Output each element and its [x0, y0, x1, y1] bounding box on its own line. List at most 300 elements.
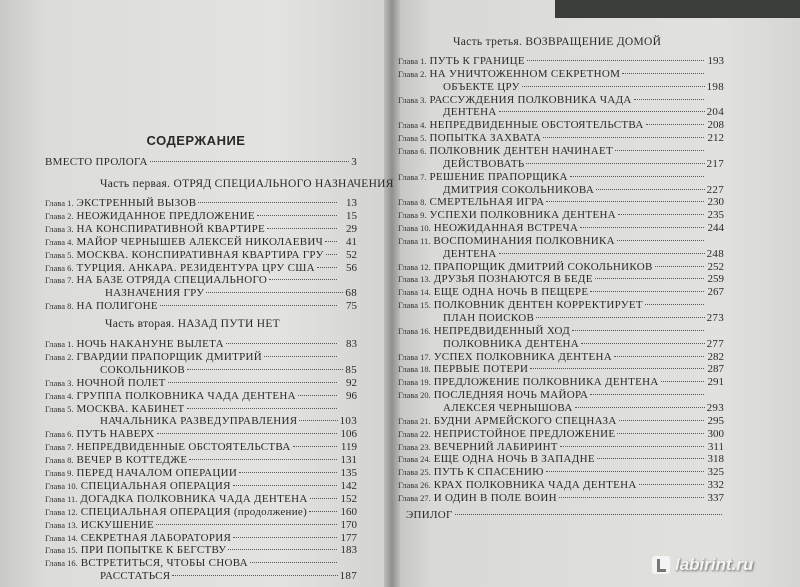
page-number: 83: [346, 338, 357, 350]
chapter-label: Глава 9.: [45, 468, 74, 478]
toc-entry-continuation: [100, 415, 357, 427]
chapter-label: Глава 3.: [45, 223, 74, 234]
toc-entry: [45, 351, 357, 363]
chapter-label: Глава 5.: [45, 249, 74, 260]
leader-dots: [596, 189, 704, 190]
leader-dots: [646, 124, 704, 125]
toc-entry: [398, 286, 724, 298]
chapter-label: Глава 6.: [45, 429, 74, 440]
leader-dots: [168, 382, 337, 383]
chapter-label: Глава 9.: [398, 210, 427, 221]
chapter-title: ЭКСТРЕННЫЙ ВЫЗОВ: [76, 197, 197, 209]
leader-dots: [615, 150, 704, 151]
page-number: 52: [346, 248, 357, 261]
chapter-title: ИСКУШЕНИЕ: [80, 518, 155, 531]
toc-entry-continuation: [443, 338, 724, 350]
leader-dots: [156, 524, 337, 525]
toc-entry: [398, 351, 724, 363]
chapter-label: Глава 12.: [398, 261, 431, 272]
page-number: 85: [345, 363, 357, 376]
chapter-title: НЕПРЕДВИДЕННЫЙ ХОД: [433, 324, 571, 337]
toc-entry: [398, 222, 724, 234]
page-number: 103: [339, 415, 357, 428]
page-number: 293: [706, 401, 724, 414]
leader-dots: [536, 317, 704, 318]
chapter-title: ПРЕДЛОЖЕНИЕ ПОЛКОВНИКА ДЕНТЕНА: [433, 376, 659, 389]
leader-dots: [226, 343, 337, 344]
leader-dots: [526, 163, 704, 164]
chapter-title: ДЕНТЕНА: [443, 247, 497, 260]
chapter-label: Глава 8.: [45, 301, 74, 312]
chapter-title: НОЧНОЙ ПОЛЕТ: [76, 376, 166, 389]
page-number: 92: [346, 376, 357, 389]
leader-dots: [233, 485, 337, 486]
contents-heading: СОДЕРЖАНИЕ: [146, 133, 246, 148]
toc-entry: [398, 376, 724, 388]
leader-dots: [187, 369, 343, 370]
leader-dots: [597, 458, 704, 459]
chapter-label: Глава 1.: [45, 198, 74, 208]
part-title: Часть вторая. НАЗАД ПУТИ НЕТ: [105, 318, 281, 330]
leader-dots: [655, 266, 704, 267]
leader-dots: [326, 254, 337, 255]
page-number: 204: [706, 106, 724, 119]
page-number: 212: [707, 132, 724, 145]
toc-entry: [398, 415, 724, 427]
chapter-title: ДМИТРИЯ СОКОЛЬНИКОВА: [443, 183, 595, 196]
chapter-label: Глава 5.: [398, 133, 427, 144]
leader-dots: [189, 459, 337, 460]
part-heading: [453, 36, 661, 48]
toc-entry: [45, 197, 357, 209]
toc-entry: [45, 506, 357, 518]
toc-entry: [398, 171, 724, 183]
labirint-logo-icon: [652, 556, 670, 574]
page-number: 170: [340, 518, 357, 531]
chapter-label: Глава 16.: [45, 558, 78, 569]
page-number: 291: [707, 376, 724, 389]
leader-dots: [590, 394, 704, 395]
toc-entry: [45, 377, 357, 389]
toc-entry-continuation: [443, 402, 724, 414]
chapter-label: Глава 7.: [45, 442, 74, 453]
toc-entry: [45, 557, 357, 569]
page-number: 337: [707, 491, 724, 504]
part-title: Часть третья. ВОЗВРАЩЕНИЕ ДОМОЙ: [453, 36, 662, 48]
toc-entry: [398, 479, 724, 491]
chapter-label: Глава 7.: [398, 171, 427, 182]
chapter-label: Глава 27.: [398, 492, 431, 503]
chapter-label: Глава 26.: [398, 480, 431, 491]
chapter-title: МОСКВА. КОНСПИРАТИВНАЯ КВАРТИРА ГРУ: [76, 248, 324, 261]
toc-entry: [45, 532, 357, 544]
leader-dots: [619, 420, 704, 421]
chapter-label: Глава 12.: [45, 506, 78, 517]
leader-dots: [639, 484, 704, 485]
leader-dots: [570, 176, 704, 177]
leader-dots: [499, 111, 705, 112]
toc-entry-continuation: [406, 509, 724, 521]
leader-dots: [559, 497, 704, 498]
toc-entry: [45, 249, 357, 261]
leader-dots: [455, 514, 722, 515]
page-number: 227: [706, 183, 724, 196]
chapter-title: СЕКРЕТНАЯ ЛАБОРАТОРИЯ: [80, 531, 232, 544]
page-number: 41: [346, 235, 357, 248]
chapter-title: СОКОЛЬНИКОВ: [100, 363, 186, 376]
chapter-label: Глава 2.: [45, 210, 74, 221]
page-number: 152: [340, 492, 357, 505]
chapter-title: НА КОНСПИРАТИВНОЙ КВАРТИРЕ: [76, 222, 266, 235]
watermark-text: labirint.ru: [675, 555, 754, 574]
toc-entry: [398, 363, 724, 375]
toc-entry: [45, 390, 357, 402]
leader-dots: [325, 241, 337, 242]
chapter-label: Глава 3.: [45, 377, 74, 388]
chapter-title: ПРИ ПОПЫТКЕ К БЕГСТВУ: [80, 544, 227, 557]
page-number: 68: [345, 287, 357, 300]
page-number: 332: [707, 479, 724, 492]
chapter-title: ПОПЫТКА ЗАХВАТА: [429, 132, 542, 145]
chapter-title: РАССТАТЬСЯ: [100, 570, 171, 583]
chapter-label: Глава 25.: [398, 467, 431, 478]
toc-entry: [398, 55, 724, 67]
chapter-title: ВЕЧЕР В КОТТЕДЖЕ: [76, 454, 188, 467]
leader-dots: [198, 202, 337, 203]
toc-entry-continuation: [443, 184, 724, 196]
chapter-label: Глава 16.: [398, 325, 431, 336]
chapter-title: ЭПИЛОГ: [406, 508, 453, 521]
toc-entry: [398, 273, 724, 285]
page-number: 56: [346, 261, 357, 274]
toc-entry: [398, 196, 724, 208]
page-number: 177: [340, 531, 357, 544]
chapter-label: Глава 14.: [45, 532, 78, 543]
page-number: 160: [340, 505, 357, 518]
chapter-title: ПЕРВЫЕ ПОТЕРИ: [433, 363, 529, 376]
leader-dots: [590, 291, 704, 292]
chapter-title: НА ПОЛИГОНЕ: [76, 300, 158, 313]
leader-dots: [317, 267, 337, 268]
leader-dots: [150, 161, 349, 162]
chapter-title: И ОДИН В ПОЛЕ ВОИН: [433, 491, 557, 504]
leader-dots: [572, 330, 704, 331]
toc-entry: [45, 467, 357, 479]
chapter-title: СПЕЦИАЛЬНАЯ ОПЕРАЦИЯ (продолжение): [80, 505, 308, 518]
chapter-title: СМЕРТЕЛЬНАЯ ИГРА: [429, 196, 545, 209]
chapter-title: ПЛАН ПОИСКОВ: [443, 312, 535, 324]
page-number: 273: [706, 312, 724, 324]
toc-entry: [398, 453, 724, 465]
leader-dots: [661, 381, 704, 382]
chapter-title: КРАХ ПОЛКОВНИКА ЧАДА ДЕНТЕНА: [433, 479, 637, 492]
page-number: 119: [340, 441, 357, 454]
page-number: 15: [346, 209, 357, 222]
toc-entry: [398, 466, 724, 478]
chapter-title: НЕПРИСТОЙНОЕ ПРЕДЛОЖЕНИЕ: [433, 427, 616, 440]
toc-entry: [45, 338, 357, 350]
chapter-title: НЕОЖИДАННОЕ ПРЕДЛОЖЕНИЕ: [76, 209, 255, 222]
chapter-label: Глава 4.: [45, 236, 74, 247]
chapter-title: ПОСЛЕДНЯЯ НОЧЬ МАЙОРА: [433, 389, 589, 402]
chapter-title: ПРАПОРЩИК ДМИТРИЙ СОКОЛЬНИКОВ: [433, 260, 653, 273]
page-number: 183: [340, 544, 357, 557]
leader-dots: [522, 86, 705, 87]
page-number: 217: [706, 157, 724, 170]
toc-entry: [398, 119, 724, 131]
page-number: 96: [346, 389, 357, 402]
chapter-title: РЕШЕНИЕ ПРАПОРЩИКА: [429, 170, 568, 183]
chapter-label: Глава 11.: [398, 235, 431, 246]
toc-entry: [45, 236, 357, 248]
toc-entry: [398, 389, 724, 401]
toc-entry: [398, 261, 724, 273]
chapter-title: НЕОЖИДАННАЯ ВСТРЕЧА: [433, 222, 579, 235]
page-number: 142: [340, 479, 357, 492]
chapter-label: Глава 19.: [398, 377, 431, 388]
toc-entry-continuation: [443, 312, 724, 324]
chapter-label: Глава 5.: [45, 403, 74, 414]
chapter-title: ДЕЙСТВОВАТЬ: [443, 157, 525, 170]
leader-dots: [645, 304, 704, 305]
page-number: 106: [340, 428, 357, 441]
chapter-title: АЛЕКСЕЯ ЧЕРНЫШОВА: [443, 401, 573, 414]
chapter-label: Глава 10.: [45, 480, 78, 491]
page-number: 252: [707, 260, 724, 273]
chapter-title: ГРУППА ПОЛКОВНИКА ЧАДА ДЕНТЕНА: [76, 389, 296, 402]
leader-dots: [269, 279, 337, 280]
toc-entry: [398, 441, 724, 453]
chapter-title: ВОСПОМИНАНИЯ ПОЛКОВНИКА: [433, 234, 615, 247]
toc-entry: [398, 68, 724, 80]
chapter-label: Глава 1.: [45, 339, 74, 349]
leader-dots: [617, 240, 704, 241]
page-number: 244: [707, 222, 724, 235]
page-number: 3: [351, 156, 357, 168]
leader-dots: [228, 549, 337, 550]
leader-dots: [546, 201, 704, 202]
chapter-title: ПОЛКОВНИК ДЕНТЕН КОРРЕКТИРУЕТ: [433, 299, 643, 312]
chapter-title: НАЗНАЧЕНИЯ ГРУ: [105, 287, 205, 300]
page-number: 259: [707, 273, 724, 286]
chapter-title: МОСКВА. КАБИНЕТ: [76, 402, 185, 415]
chapter-title: НАЧАЛЬНИКА РАЗВЕДУПРАВЛЕНИЯ: [100, 415, 298, 428]
page-number: 235: [707, 209, 724, 222]
chapter-title: ВМЕСТО ПРОЛОГА: [45, 156, 148, 168]
background-edge: [555, 0, 800, 18]
leader-dots: [614, 356, 704, 357]
toc-entry: [45, 300, 357, 312]
chapter-title: ОБЪЕКТЕ ЦРУ: [443, 80, 520, 93]
toc-entry: [398, 325, 724, 337]
leader-dots: [309, 511, 337, 512]
chapter-title: ТУРЦИЯ. АНКАРА. РЕЗИДЕНТУРА ЦРУ США: [76, 261, 315, 274]
leader-dots: [233, 537, 337, 538]
toc-entry: [45, 519, 357, 531]
chapter-label: Глава 15.: [45, 545, 78, 556]
chapter-title: РАССУЖДЕНИЯ ПОЛКОВНИКА ЧАДА: [429, 93, 632, 106]
chapter-title: ПУТЬ К ГРАНИЦЕ: [429, 55, 525, 67]
chapter-label: Глава 11.: [45, 493, 78, 504]
chapter-title: ПУТЬ К СПАСЕНИЮ: [433, 466, 544, 479]
toc-entry: [45, 223, 357, 235]
chapter-title: СПЕЦИАЛЬНАЯ ОПЕРАЦИЯ: [80, 479, 231, 492]
leader-dots: [206, 292, 343, 293]
page-number: 318: [707, 453, 724, 466]
chapter-label: Глава 6.: [45, 262, 74, 273]
chapter-title: НОЧЬ НАКАНУНЕ ВЫЛЕТА: [76, 338, 224, 350]
chapter-label: Глава 6.: [398, 145, 427, 156]
toc-entry-continuation: [100, 364, 357, 376]
page-number: 131: [340, 454, 357, 467]
part-title: Часть первая. ОТРЯД СПЕЦИАЛЬНОГО НАЗНАЧЕНИЯ: [100, 178, 394, 190]
page-number: 29: [346, 222, 357, 235]
chapter-label: Глава 10.: [398, 223, 431, 234]
chapter-label: Глава 7.: [45, 275, 74, 286]
page-number: 135: [340, 467, 357, 479]
chapter-title: МАЙОР ЧЕРНЫШЕВ АЛЕКСЕЙ НИКОЛАЕВИЧ: [76, 235, 324, 248]
chapter-title: УСПЕХИ ПОЛКОВНИКА ДЕНТЕНА: [429, 209, 616, 222]
leader-dots: [250, 562, 337, 563]
toc-entry: [45, 156, 357, 168]
chapter-label: Глава 4.: [45, 390, 74, 401]
leader-dots: [172, 575, 337, 576]
leader-dots: [299, 420, 337, 421]
leader-dots: [617, 433, 704, 434]
chapter-label: Глава 1.: [398, 56, 427, 66]
leader-dots: [546, 471, 704, 472]
page-number: 193: [707, 55, 724, 67]
page-number: 198: [706, 80, 724, 93]
toc-entry: [45, 428, 357, 440]
page-number: 208: [707, 119, 724, 132]
page-number: 248: [706, 247, 724, 260]
chapter-title: УСПЕХ ПОЛКОВНИКА ДЕНТЕНА: [433, 350, 612, 363]
toc-entry: [45, 441, 357, 453]
page-number: 300: [707, 427, 724, 440]
page-number: 311: [707, 440, 724, 453]
watermark: [652, 555, 753, 575]
chapter-label: Глава 15.: [398, 300, 431, 311]
chapter-title: ПЕРЕД НАЧАЛОМ ОПЕРАЦИИ: [76, 467, 238, 479]
leader-dots: [527, 60, 704, 61]
chapter-title: ДЕНТЕНА: [443, 106, 497, 119]
part-heading: [105, 318, 280, 330]
toc-entry: [398, 145, 724, 157]
toc-entry: [398, 132, 724, 144]
chapter-label: Глава 2.: [398, 68, 427, 79]
toc-entry: [45, 544, 357, 556]
leader-dots: [618, 214, 704, 215]
chapter-title: ВЕЧЕРНИЙ ЛАБИРИНТ: [433, 440, 558, 453]
chapter-title: НЕПРЕДВИДЕННЫЕ ОБСТОЯТЕЛЬСТВА: [429, 119, 644, 132]
leader-dots: [239, 472, 337, 473]
chapter-label: Глава 13.: [45, 519, 78, 530]
chapter-label: Глава 18.: [398, 364, 431, 375]
toc-entry: [45, 454, 357, 466]
chapter-title: ЕЩЕ ОДНА НОЧЬ В ПЕЩЕРЕ: [433, 286, 589, 299]
page-number: 295: [707, 414, 724, 427]
toc-entry: [45, 262, 357, 274]
leader-dots: [257, 215, 337, 216]
chapter-title: ДОГАДКА ПОЛКОВНИКА ЧАДА ДЕНТЕНА: [80, 492, 308, 505]
toc-entry-continuation: [443, 158, 724, 170]
toc-entry-continuation: [100, 570, 357, 582]
page-number: 287: [707, 363, 724, 376]
chapter-label: Глава 21.: [398, 415, 431, 426]
toc-entry-continuation: [443, 106, 724, 118]
chapter-title: ВСТРЕТИТЬСЯ, ЧТОБЫ СНОВА: [80, 557, 248, 570]
leader-dots: [581, 343, 705, 344]
chapter-label: Глава 20.: [398, 390, 431, 401]
toc-entry: [398, 299, 724, 311]
leader-dots: [310, 498, 337, 499]
toc-entry: [45, 274, 357, 286]
page-number: 282: [707, 350, 724, 363]
page-number: 75: [346, 300, 357, 313]
leader-dots: [595, 278, 704, 279]
chapter-label: Глава 17.: [398, 351, 431, 362]
leader-dots: [264, 356, 337, 357]
chapter-label: Глава 24.: [398, 454, 431, 465]
page-number: 267: [707, 286, 724, 299]
leader-dots: [499, 253, 705, 254]
chapter-label: Глава 3.: [398, 94, 427, 105]
chapter-title: ПУТЬ НАВЕРХ: [76, 428, 155, 441]
chapter-label: Глава 8.: [45, 455, 74, 466]
toc-entry-continuation: [105, 287, 357, 299]
leader-dots: [634, 99, 704, 100]
toc-entry: [45, 210, 357, 222]
page-number: 187: [339, 570, 357, 583]
chapter-label: Глава 14.: [398, 287, 431, 298]
leader-dots: [187, 408, 337, 409]
leader-dots: [560, 446, 704, 447]
leader-dots: [580, 227, 704, 228]
toc-entry: [398, 94, 724, 106]
chapter-label: Глава 2.: [45, 351, 74, 362]
chapter-label: Глава 8.: [398, 197, 427, 208]
toc-entry: [398, 428, 724, 440]
leader-dots: [543, 137, 704, 138]
chapter-title: НЕПРЕДВИДЕННЫЕ ОБСТОЯТЕЛЬСТВА: [76, 441, 291, 454]
chapter-title: ДРУЗЬЯ ПОЗНАЮТСЯ В БЕДЕ: [433, 273, 593, 286]
toc-entry-continuation: [443, 248, 724, 260]
page-number: 13: [346, 197, 357, 209]
chapter-label: Глава 4.: [398, 120, 427, 131]
chapter-title: ПОЛКОВНИКА ДЕНТЕНА: [443, 337, 579, 350]
chapter-title: ПОЛКОВНИК ДЕНТЕН НАЧИНАЕТ: [429, 144, 614, 157]
toc-entry-continuation: [443, 81, 724, 93]
chapter-title: ГВАРДИИ ПРАПОРЩИК ДМИТРИЙ: [76, 350, 263, 363]
page-number: 230: [707, 196, 724, 209]
chapter-title: НА УНИЧТОЖЕННОМ СЕКРЕТНОМ: [429, 67, 621, 80]
toc-entry: [45, 480, 357, 492]
toc-entry: [45, 403, 357, 415]
leader-dots: [267, 228, 337, 229]
leader-dots: [298, 395, 337, 396]
leader-dots: [293, 446, 337, 447]
toc-entry: [398, 235, 724, 247]
toc-entry: [398, 492, 724, 504]
page-number: 277: [706, 337, 724, 350]
leader-dots: [575, 407, 705, 408]
part-heading: [100, 178, 394, 190]
chapter-label: Глава 23.: [398, 441, 431, 452]
leader-dots: [157, 433, 337, 434]
chapter-title: БУДНИ АРМЕЙСКОГО СПЕЦНАЗА: [433, 414, 617, 427]
chapter-title: ЕЩЕ ОДНА НОЧЬ В ЗАПАДНЕ: [433, 453, 595, 466]
